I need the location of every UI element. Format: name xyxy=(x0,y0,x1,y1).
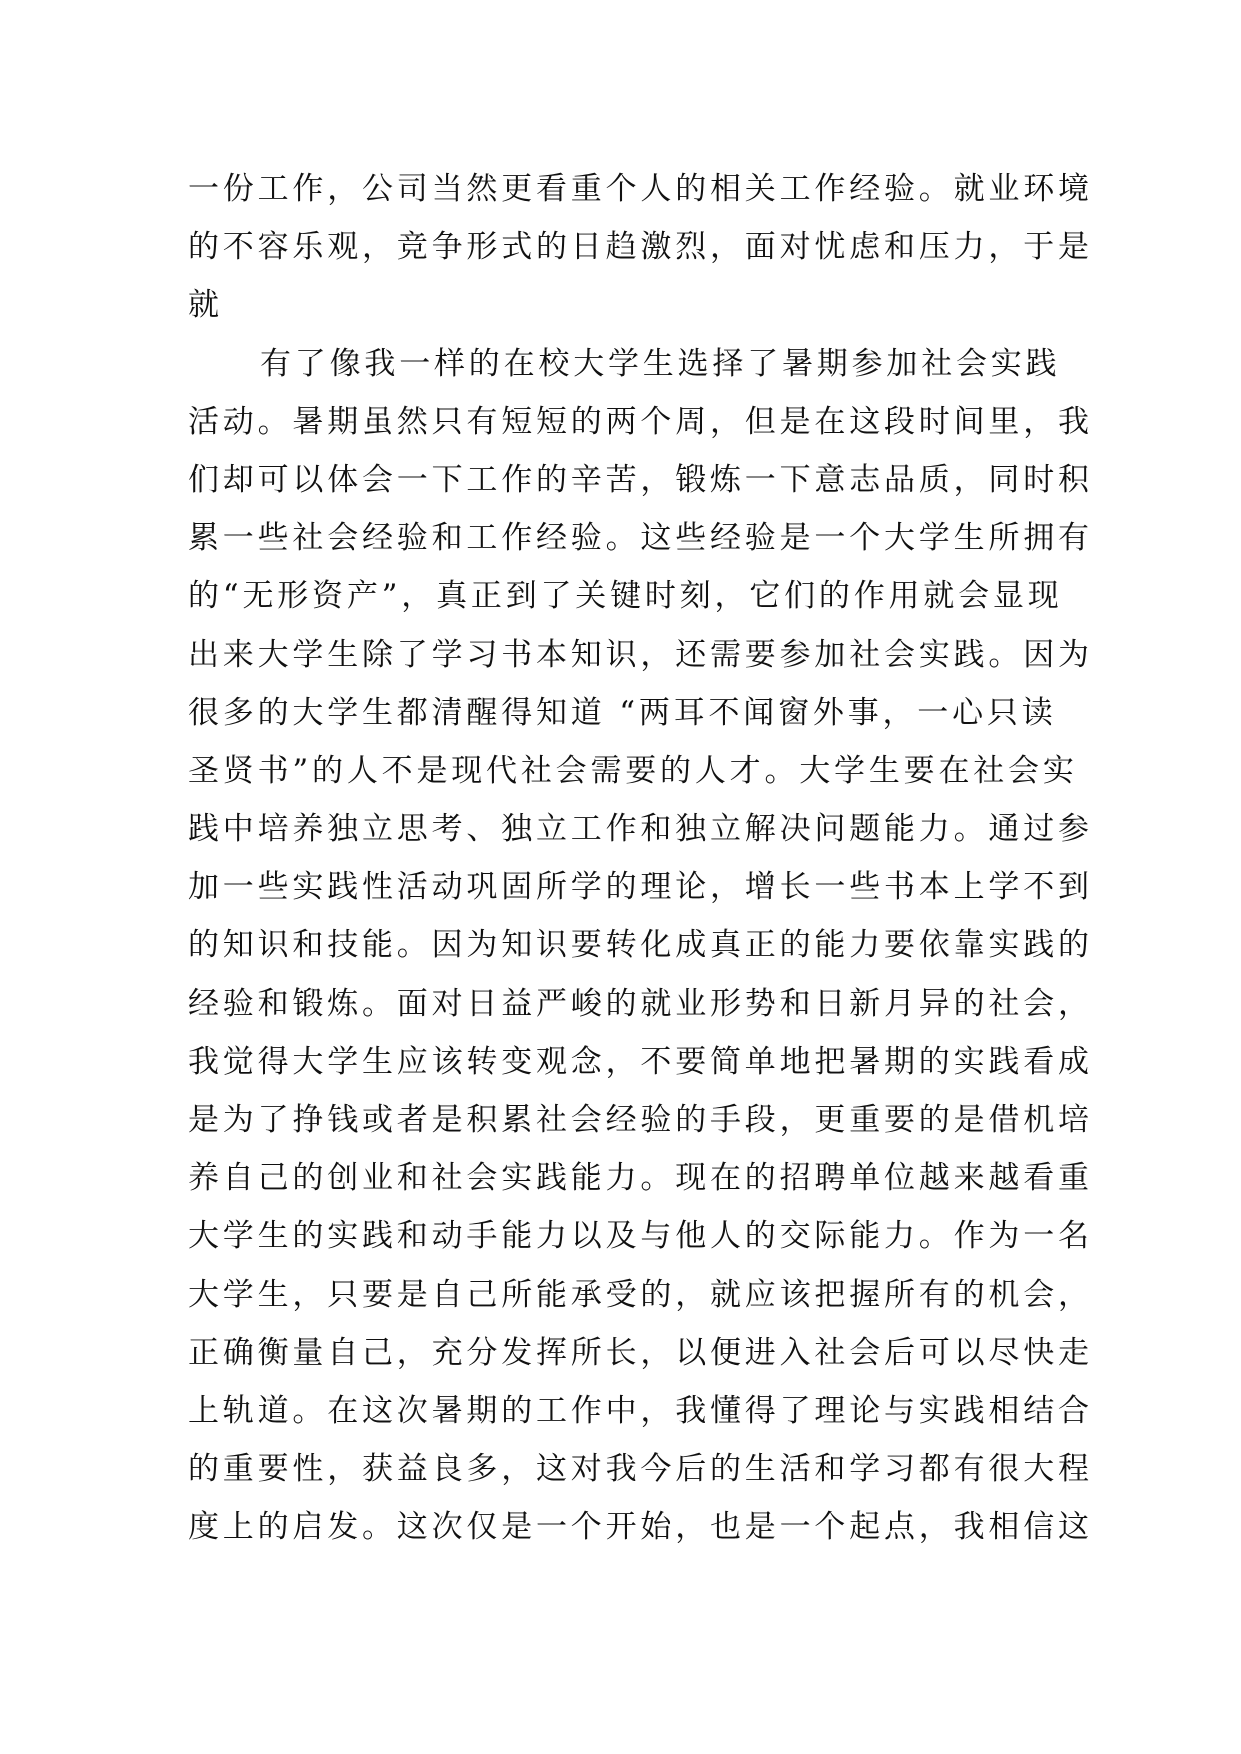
body-text xyxy=(188,160,1093,1557)
text-line: 的知识和技能。因为知识要转化成真正的能力要依靠实践的 xyxy=(188,927,1093,964)
text-line: 出来大学生除了学习书本知识，还需要参加社会实践。因为 xyxy=(188,636,1093,673)
text-line: 大学生的实践和动手能力以及与他人的交际能力。作为一名 xyxy=(188,1218,1093,1255)
text-line: 活动。暑期虽然只有短短的两个周，但是在这段时间里，我 xyxy=(188,403,1093,440)
text-line: 正确衡量自己，充分发挥所长，以便进入社会后可以尽快走 xyxy=(188,1334,1093,1371)
text-line: 上轨道。在这次暑期的工作中，我懂得了理论与实践相结合 xyxy=(188,1392,1093,1429)
text-line: 就 xyxy=(188,287,223,324)
text-line: 累一些社会经验和工作经验。这些经验是一个大学生所拥有 xyxy=(188,520,1093,557)
text-line: 的“无形资产”，真正到了关键时刻，它们的作用就会显现 xyxy=(188,578,1063,615)
text-line: 的不容乐观，竞争形式的日趋激烈，面对忧虑和压力，于是 xyxy=(188,229,1093,266)
paragraph-first-line: 有了像我一样的在校大学生选择了暑期参加社会实践 xyxy=(260,345,1061,382)
text-line: 我觉得大学生应该转变观念，不要简单地把暑期的实践看成 xyxy=(188,1043,1093,1080)
text-line: 度上的启发。这次仅是一个开始，也是一个起点，我相信这 xyxy=(188,1509,1093,1546)
text-line: 加一些实践性活动巩固所学的理论，增长一些书本上学不到 xyxy=(188,869,1093,906)
text-line: 们却可以体会一下工作的辛苦，锻炼一下意志品质，同时积 xyxy=(188,461,1093,498)
text-line: 践中培养独立思考、独立工作和独立解决问题能力。通过参 xyxy=(188,811,1093,848)
text-line: 大学生，只要是自己所能承受的，就应该把握所有的机会， xyxy=(188,1276,1093,1313)
text-line: 养自己的创业和社会实践能力。现在的招聘单位越来越看重 xyxy=(188,1160,1093,1197)
text-line: 圣贤书”的人不是现代社会需要的人才。大学生要在社会实 xyxy=(188,752,1078,789)
text-line: 是为了挣钱或者是积累社会经验的手段，更重要的是借机培 xyxy=(188,1102,1093,1138)
text-line: 的重要性，获益良多，这对我今后的生活和学习都有很大程 xyxy=(188,1451,1093,1488)
text-line: 经验和锻炼。面对日益严峻的就业形势和日新月异的社会， xyxy=(188,985,1093,1022)
text-line: 很多的大学生都清醒得知道 “两耳不闻窗外事，一心只读 xyxy=(188,694,1057,731)
text-line: 一份工作，公司当然更看重个人的相关工作经验。就业环境 xyxy=(188,171,1093,207)
